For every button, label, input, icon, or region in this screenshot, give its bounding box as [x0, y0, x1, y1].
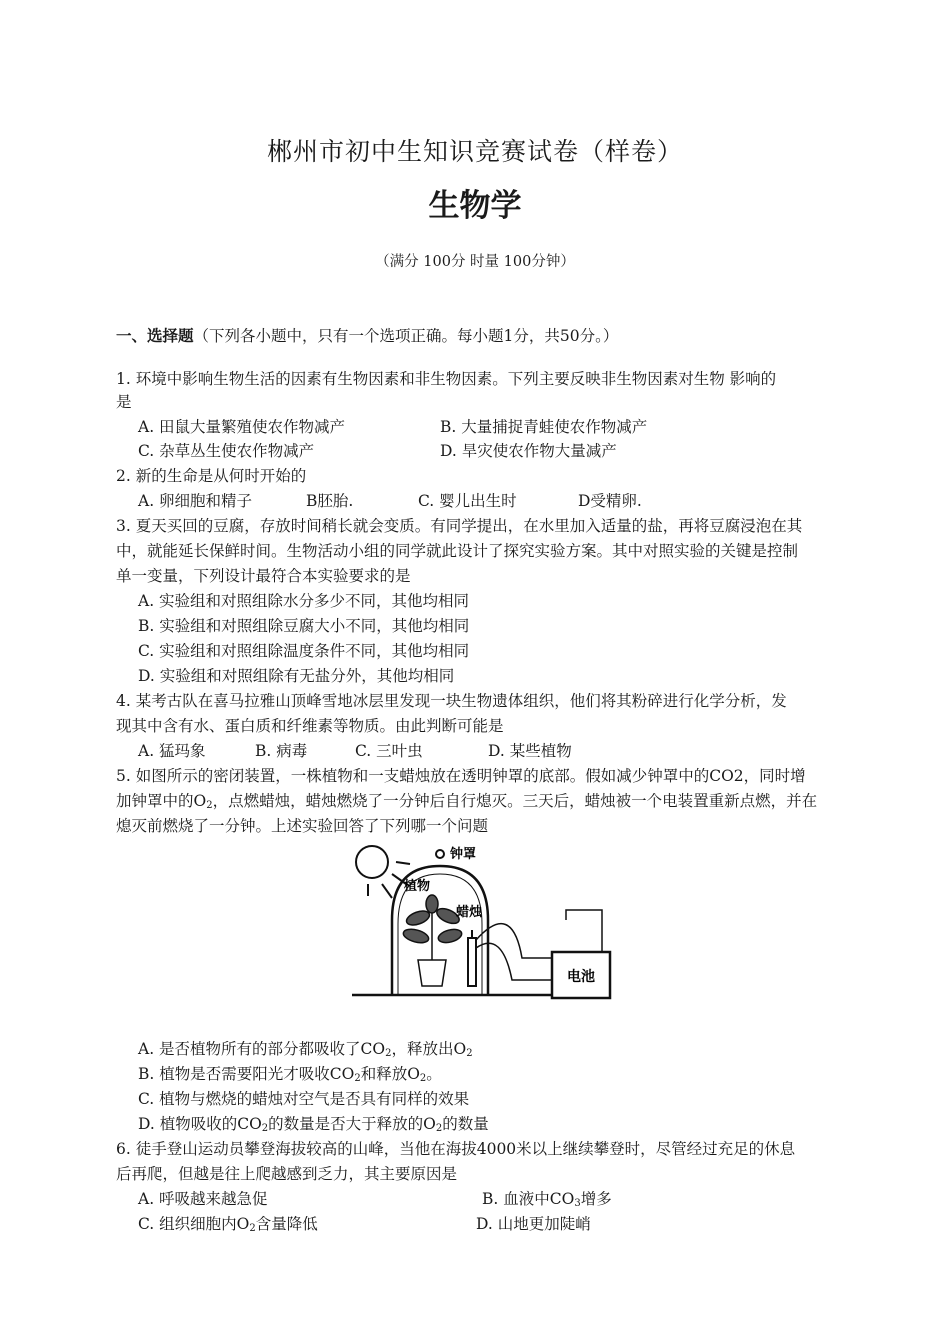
- bell-jar-label: 钟罩: [450, 847, 477, 862]
- q1-option-a: A. 田鼠大量繁殖使农作物减产: [138, 418, 346, 436]
- q5-stem-part-b: ，点燃蜡烛，蜡烛燃烧了一分钟后自行熄灭。三天后，蜡烛被一个电装置重新点燃，并在: [212, 792, 818, 810]
- q5-option-a-part1: A. 是否植物所有的部分都吸收了CO: [138, 1040, 386, 1058]
- sun-icon: [356, 846, 410, 898]
- candle-label: 蜡烛: [456, 905, 483, 920]
- q5-stem-line3: 熄灭前燃烧了一分钟。上述实验回答了下列哪一个问题: [116, 817, 489, 835]
- subscript: 2: [249, 1223, 256, 1234]
- q6-option-d: D. 山地更加陡峭: [476, 1215, 591, 1233]
- q1-stem-line2: 是: [116, 393, 132, 411]
- subscript: 2: [435, 1123, 443, 1134]
- subscript: 2: [466, 1048, 473, 1059]
- q1-option-b: B. 大量捕捉青蛙使农作物减产: [440, 418, 648, 436]
- q3-option-d: D. 实验组和对照组除有无盐分外，其他均相同: [138, 667, 455, 685]
- q4-stem-line2: 现其中含有水、蛋白质和纤维素等物质。由此判断可能是: [116, 717, 504, 735]
- section-label: 一、选择题: [116, 326, 194, 345]
- q5-stem-line1: 5. 如图所示的密闭装置，一株植物和一支蜡烛放在透明钟罩的底部。假如减少钟罩中的CO2，同时增: [116, 767, 806, 785]
- candle-icon: [468, 930, 476, 986]
- q5-option-d: [138, 1113, 489, 1140]
- battery-label: 电池: [567, 969, 595, 985]
- q3-option-b: B. 实验组和对照组除豆腐大小不同，其他均相同: [138, 617, 470, 635]
- q3-option-c: C. 实验组和对照组除温度条件不同，其他均相同: [138, 642, 470, 660]
- q2-option-b: B胚胎.: [306, 492, 354, 510]
- subscript: 3: [574, 1198, 581, 1209]
- q6-option-a: A. 呼吸越来越急促: [138, 1190, 268, 1208]
- q5-option-b: [138, 1063, 442, 1090]
- q3-stem-line2: 中，就能延长保鲜时间。生物活动小组的同学就此设计了探究实验方案。其中对照实验的关键是控制: [116, 542, 799, 560]
- section-heading: [116, 325, 618, 347]
- q6-stem-line1: 6. 徒手登山运动员攀登海拔较高的山峰，当他在海拔4000米以上继续攀登时，尽管经过充足的休息: [116, 1140, 796, 1158]
- subscript: 2: [206, 800, 213, 811]
- bell-jar-knob: [436, 850, 444, 858]
- q5-option-a-part2: ，释放出O: [391, 1040, 467, 1058]
- q6-stem-line2: 后再爬，但越是往上爬越感到乏力，其主要原因是: [116, 1165, 458, 1183]
- q2-option-c: C. 婴儿出生时: [418, 492, 517, 510]
- exam-title: 郴州市初中生知识竞赛试卷（样卷）: [266, 137, 683, 166]
- q5-option-b-part1: B. 植物是否需要阳光才吸收CO: [138, 1065, 355, 1083]
- q4-option-c: C. 三叶虫: [355, 742, 423, 760]
- subscript: 2: [385, 1048, 392, 1059]
- exam-meta: （满分 100分 时量 100分钟）: [375, 254, 575, 270]
- q6-option-c-part1: C. 组织细胞内O: [138, 1215, 250, 1233]
- q6-option-b: [482, 1188, 612, 1215]
- plant-label: 植物: [404, 879, 431, 894]
- subscript: 2: [354, 1073, 361, 1084]
- plant-icon: [402, 895, 463, 986]
- q5-option-d-part3: 的数量: [442, 1115, 489, 1133]
- subject-title: 生物学: [428, 188, 522, 224]
- q1-option-c: C. 杂草丛生使农作物减产: [138, 442, 315, 460]
- q5-stem-line2: [116, 790, 817, 817]
- q5-option-d-part2: 的数量是否大于释放的O: [268, 1115, 436, 1133]
- q6-option-b-part1: B. 血液中CO: [482, 1190, 575, 1208]
- q1-option-d: D. 旱灾使农作物大量减产: [440, 442, 617, 460]
- q4-option-a: A. 猛玛象: [138, 742, 206, 760]
- q5-stem-part-a: 加钟罩中的O: [116, 792, 207, 810]
- q5-option-c: C. 植物与燃烧的蜡烛对空气是否具有同样的效果: [138, 1090, 470, 1108]
- q6-option-b-part2: 增多: [580, 1190, 612, 1208]
- q5-option-b-part2: 和释放O: [360, 1065, 420, 1083]
- subscript: 2: [261, 1123, 269, 1134]
- q2-stem: 2. 新的生命是从何时开始的: [116, 467, 307, 485]
- q6-option-c-part2: 含量降低: [255, 1215, 318, 1233]
- q3-stem-line3: 单一变量，下列设计最符合本实验要求的是: [116, 567, 411, 585]
- q1-stem-line1: 1. 环境中影响生物生活的因素有生物因素和非生物因素。下列主要反映非生物因素对生物 影响的: [116, 370, 777, 388]
- q6-option-c: [138, 1213, 318, 1240]
- bell-jar-figure: [352, 840, 612, 1005]
- q4-stem-line1: 4. 某考古队在喜马拉雅山顶峰雪地冰层里发现一块生物遗体组织，他们将其粉碎进行化学分析，发: [116, 692, 787, 710]
- q3-option-a: A. 实验组和对照组除水分多少不同，其他均相同: [138, 592, 470, 610]
- q5-option-d-part1: D. 植物吸收的CO: [138, 1115, 262, 1133]
- q4-option-d: D. 某些植物: [488, 742, 572, 760]
- q5-option-b-part3: 。: [426, 1065, 442, 1083]
- q4-option-b: B. 病毒: [255, 742, 308, 760]
- section-instruction: （下列各小题中，只有一个选项正确。每小题1分，共50分。）: [193, 327, 619, 345]
- wire-3: [566, 910, 602, 952]
- q2-option-d: D受精卵.: [578, 492, 642, 510]
- q5-option-a: [138, 1038, 473, 1065]
- q2-option-a: A. 卵细胞和精子: [138, 492, 253, 510]
- subscript: 2: [419, 1073, 427, 1084]
- q3-stem-line1: 3. 夏天买回的豆腐，存放时间稍长就会变质。有同学提出，在水里加入适量的盐，再将豆腐浸泡在其: [116, 517, 803, 535]
